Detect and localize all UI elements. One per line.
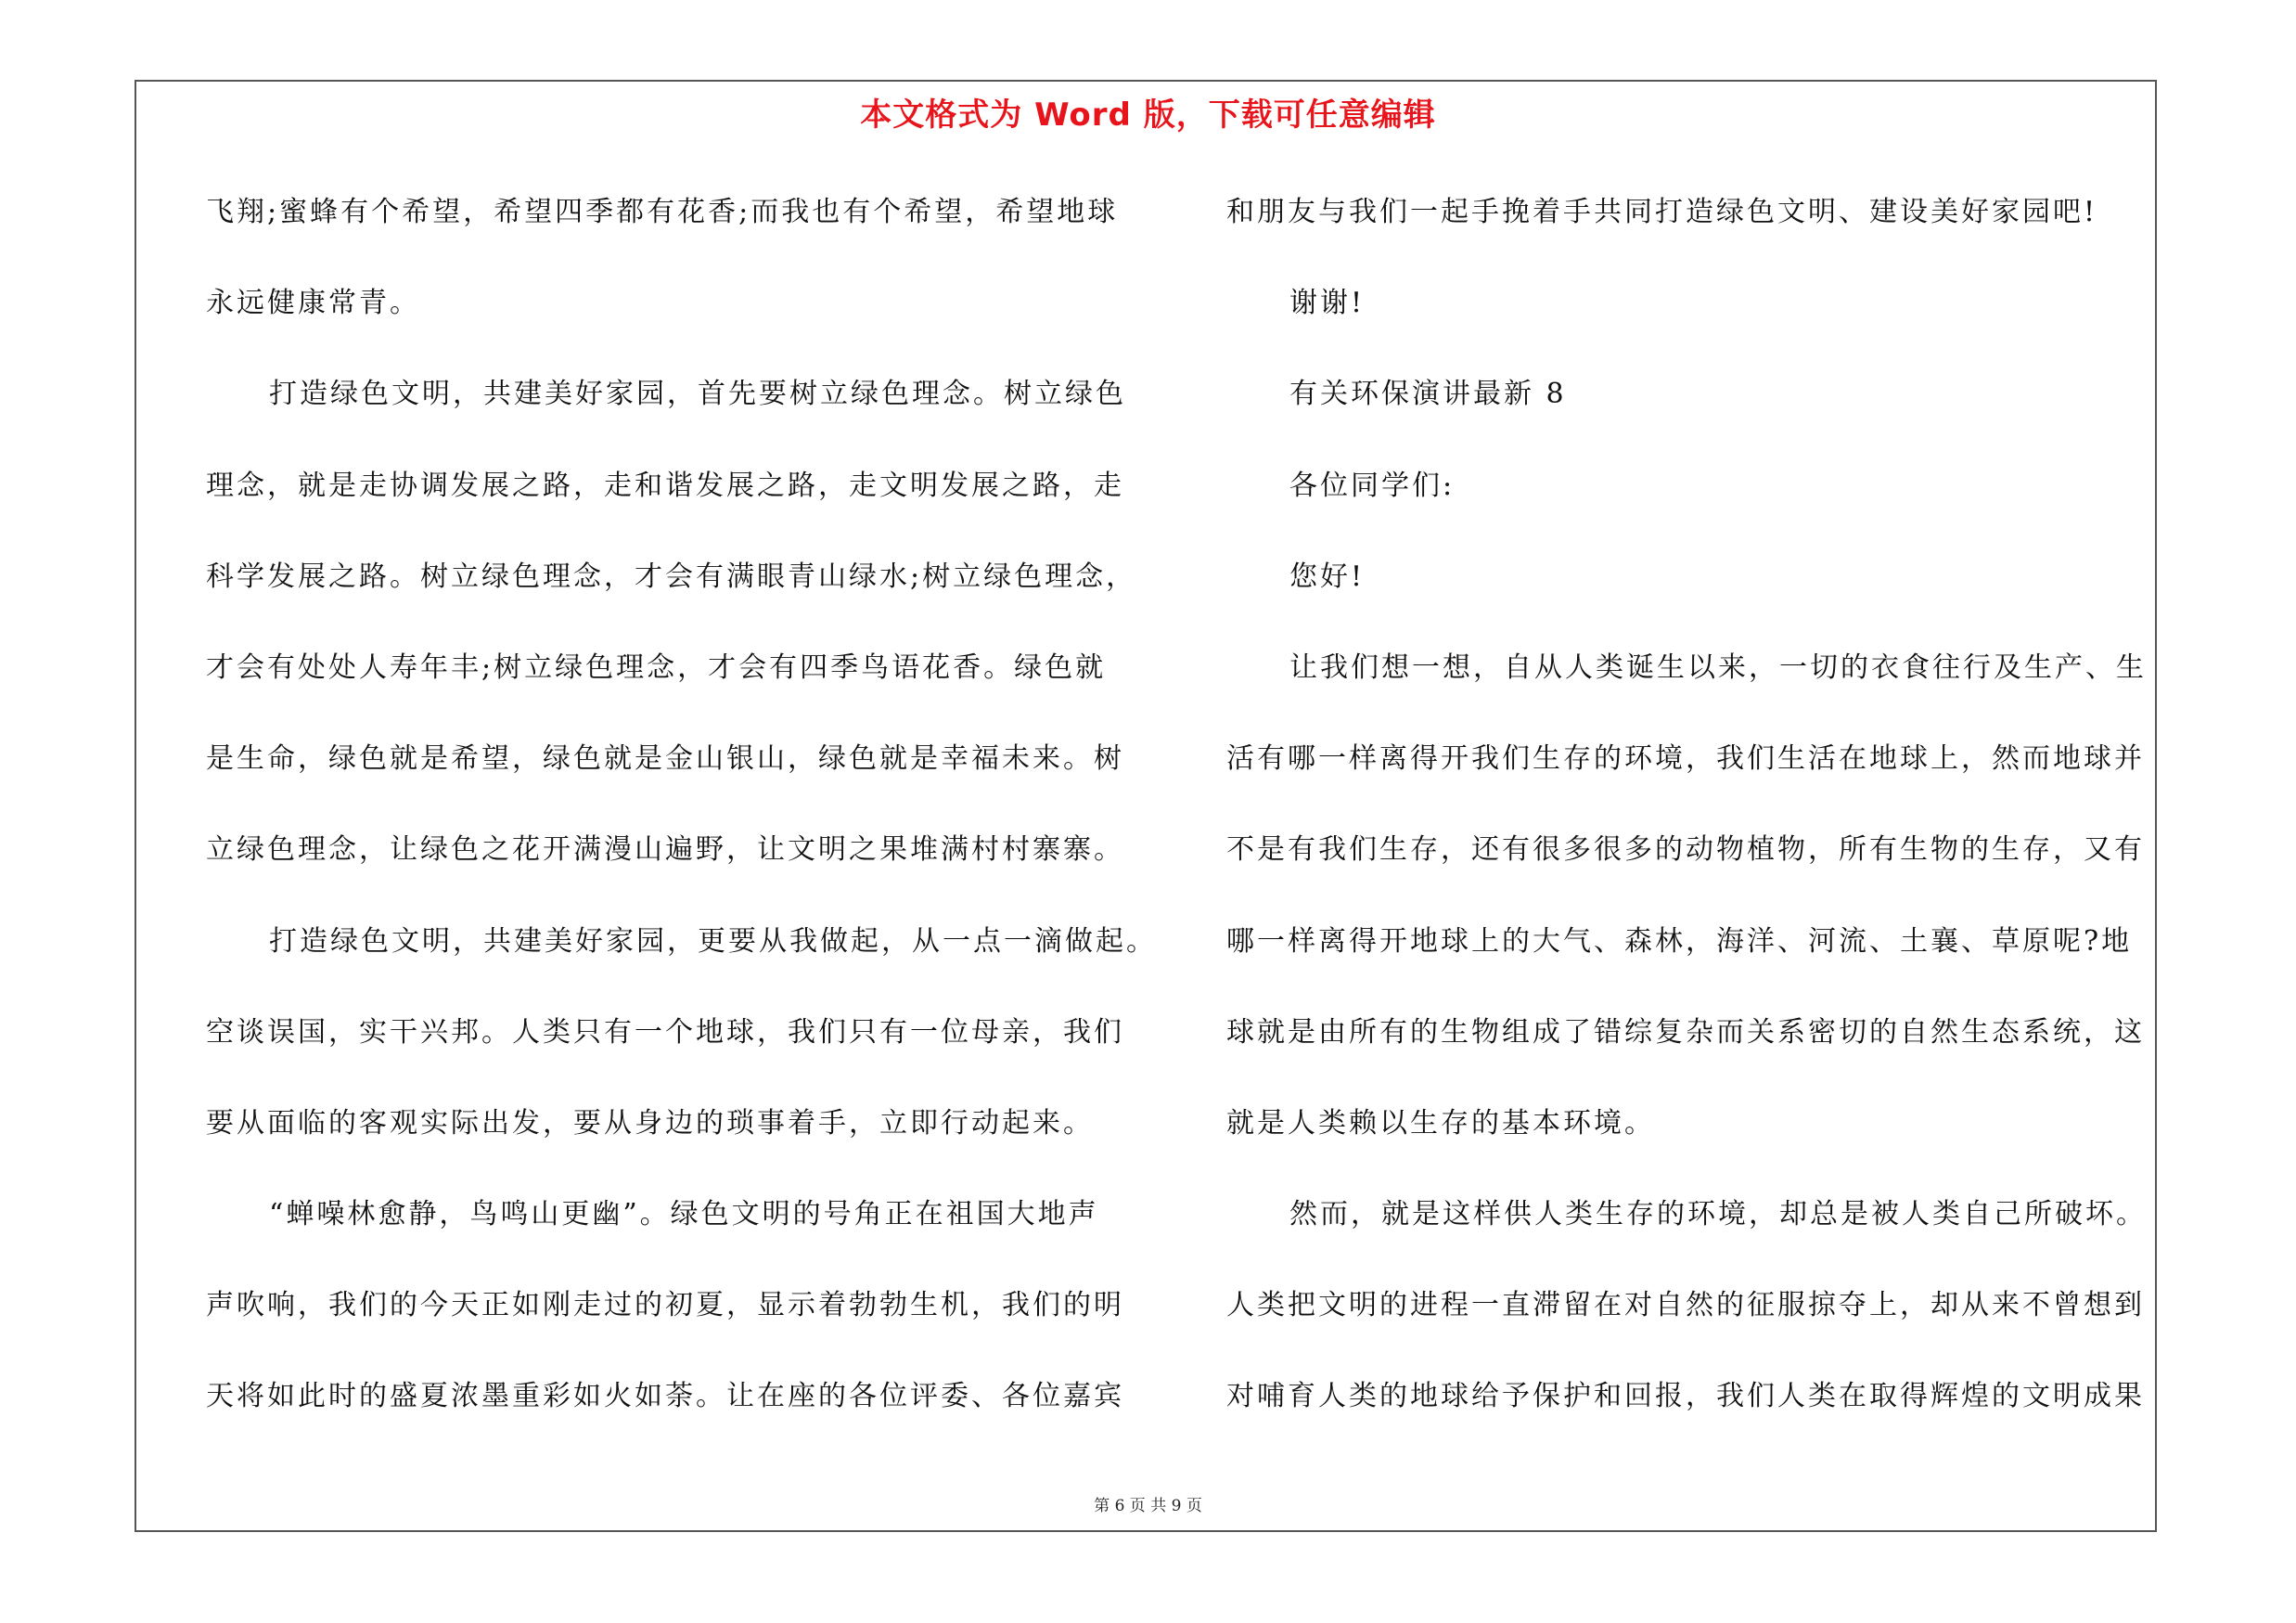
text-line: 然而，就是这样供人类生存的环境，却总是被人类自己所破坏。 <box>1289 1198 2147 1231</box>
text-line: 科学发展之路。树立绿色理念，才会有满眼青山绿水;树立绿色理念， <box>206 560 1137 593</box>
text-line: 打造绿色文明，共建美好家园，首先要树立绿色理念。树立绿色 <box>269 378 1126 411</box>
text-line: 声吹响，我们的今天正如刚走过的初夏，显示着勃勃生机，我们的明 <box>206 1289 1124 1322</box>
text-line: 是生命，绿色就是希望，绿色就是金山银山，绿色就是幸福未来。树 <box>206 742 1124 776</box>
page-number: 第 6 页 共 9 页 <box>1094 1497 1202 1515</box>
text-line: 谢谢! <box>1289 287 1366 320</box>
text-line: 和朋友与我们一起手挽着手共同打造绿色文明、建设美好家园吧! <box>1226 196 2098 228</box>
text-line: 球就是由所有的生物组成了错综复杂而关系密切的自然生态系统，这 <box>1226 1015 2145 1049</box>
text-line: 各位同学们: <box>1289 469 1456 502</box>
text-line: 您好! <box>1289 560 1366 593</box>
right-text-column <box>1226 181 2159 1457</box>
text-line: 才会有处处人寿年丰;树立绿色理念，才会有四季鸟语花香。绿色就 <box>206 650 1107 684</box>
text-line: 永远健康常青。 <box>206 287 420 320</box>
text-line: 对哺育人类的地球给予保护和回报，我们人类在取得辉煌的文明成果 <box>1226 1380 2145 1413</box>
text-line: 就是人类赖以生存的基本环境。 <box>1226 1106 1655 1140</box>
text-line: 打造绿色文明，共建美好家园，更要从我做起，从一点一滴做起。 <box>269 924 1157 958</box>
text-line: 空谈误国，实干兴邦。人类只有一个地球，我们只有一位母亲，我们 <box>206 1015 1124 1049</box>
left-text-column <box>206 181 1157 1457</box>
text-line: 飞翔;蜜蜂有个希望，希望四季都有花香;而我也有个希望，希望地球 <box>206 196 1119 228</box>
text-line: 让我们想一想，自从人类诞生以来，一切的衣食往行及生产、生 <box>1289 650 2147 684</box>
text-line: “蝉噪林愈静，鸟鸣山更幽”。绿色文明的号角正在祖国大地声 <box>269 1198 1099 1231</box>
text-line: 活有哪一样离得开我们生存的环境，我们生活在地球上，然而地球并 <box>1226 742 2145 776</box>
text-line: 人类把文明的进程一直滞留在对自然的征服掠夺上，却从来不曾想到 <box>1226 1289 2145 1322</box>
text-line: 理念，就是走协调发展之路，走和谐发展之路，走文明发展之路，走 <box>206 469 1124 502</box>
text-line: 天将如此时的盛夏浓墨重彩如火如荼。让在座的各位评委、各位嘉宾 <box>206 1380 1124 1413</box>
text-line: 有关环保演讲最新 8 <box>1289 378 1567 411</box>
text-line: 要从面临的客观实际出发，要从身边的琐事着手，立即行动起来。 <box>206 1106 1094 1140</box>
format-banner: 本文格式为 Word 版，下载可任意编辑 <box>860 97 1436 134</box>
text-line: 立绿色理念，让绿色之花开满漫山遍野，让文明之果堆满村村寨寨。 <box>206 833 1124 867</box>
text-line: 不是有我们生存，还有很多很多的动物植物，所有生物的生存，又有 <box>1226 833 2145 867</box>
text-line: 哪一样离得开地球上的大气、森林，海洋、河流、土襄、草原呢?地 <box>1226 924 2133 958</box>
